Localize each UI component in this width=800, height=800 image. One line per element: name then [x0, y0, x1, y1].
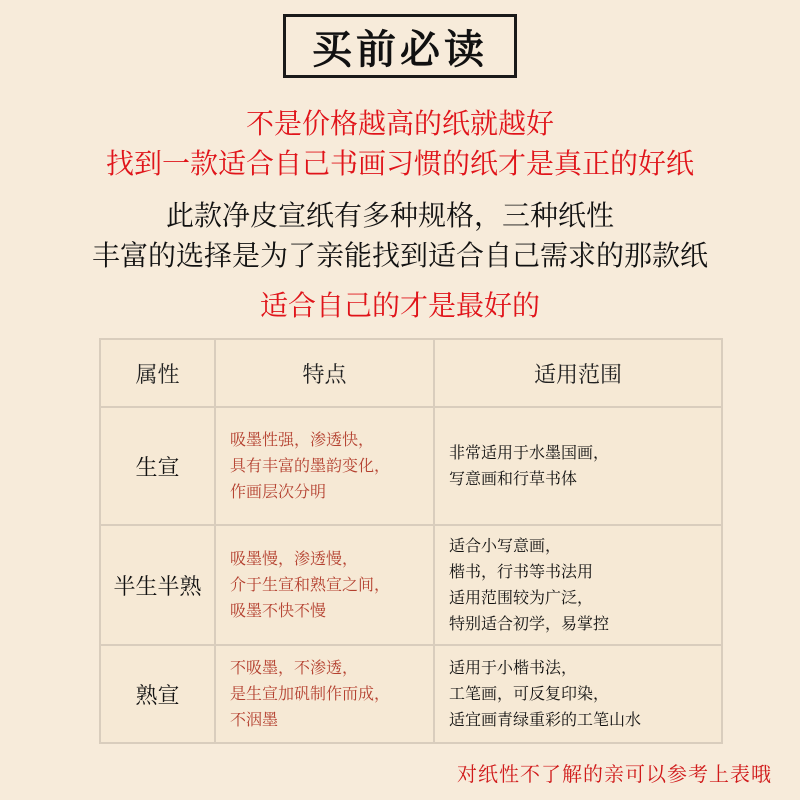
emphasis-line: 适合自己的才是最好的 [259, 289, 540, 322]
feature-line: 不吸墨，不渗透， [230, 658, 359, 677]
table-row [100, 525, 722, 645]
scope-line: 适用范围较为广泛， [449, 588, 594, 607]
feature-line: 具有丰富的墨韵变化， [230, 456, 391, 475]
header-features: 特点 [215, 339, 434, 407]
feature-line: 是生宣加矾制作而成， [230, 684, 391, 703]
table-row [100, 645, 722, 743]
row-property: 生宣 [100, 407, 215, 525]
row-features [215, 525, 434, 645]
black-line-2: 丰富的选择是为了亲能找到适合自己需求的那款纸 [91, 239, 708, 272]
table-row [100, 407, 722, 525]
feature-line: 吸墨性强，渗透快， [230, 430, 375, 449]
feature-line: 不洇墨 [230, 710, 279, 729]
feature-line: 作画层次分明 [230, 482, 327, 501]
scope-line: 适合小写意画， [449, 536, 562, 555]
red-line-1: 不是价格越高的纸就越好 [245, 107, 554, 140]
row-scope [434, 525, 722, 645]
scope-line: 特别适合初学，易掌控 [449, 614, 610, 633]
footer-note: 对纸性不了解的亲可以参考上表哦 [457, 762, 772, 786]
scope-line: 非常适用于水墨国画， [449, 443, 610, 462]
row-scope [434, 645, 722, 743]
page-title: 买前必读 [283, 14, 517, 78]
feature-line: 吸墨慢，渗透慢， [230, 549, 359, 568]
scope-line: 楷书，行书等书法用 [449, 562, 594, 581]
row-property: 熟宣 [100, 645, 215, 743]
table-header-row [100, 339, 722, 407]
header-property: 属性 [100, 339, 215, 407]
black-line-1: 此款净皮宣纸有多种规格，三种纸性 [165, 199, 614, 232]
scope-line: 适用于小楷书法， [449, 658, 578, 677]
row-scope [434, 407, 722, 525]
row-features [215, 407, 434, 525]
paper-properties-table [99, 338, 723, 744]
header-scope: 适用范围 [434, 339, 722, 407]
red-line-2: 找到一款适合自己书画习惯的纸才是真正的好纸 [105, 147, 694, 180]
scope-line: 适宜画青绿重彩的工笔山水 [449, 710, 642, 729]
row-property: 半生半熟 [100, 525, 215, 645]
scope-line: 工笔画，可反复印染， [449, 684, 610, 703]
scope-line: 写意画和行草书体 [449, 469, 578, 488]
feature-line: 吸墨不快不慢 [230, 601, 327, 620]
feature-line: 介于生宣和熟宣之间， [230, 575, 391, 594]
row-features [215, 645, 434, 743]
